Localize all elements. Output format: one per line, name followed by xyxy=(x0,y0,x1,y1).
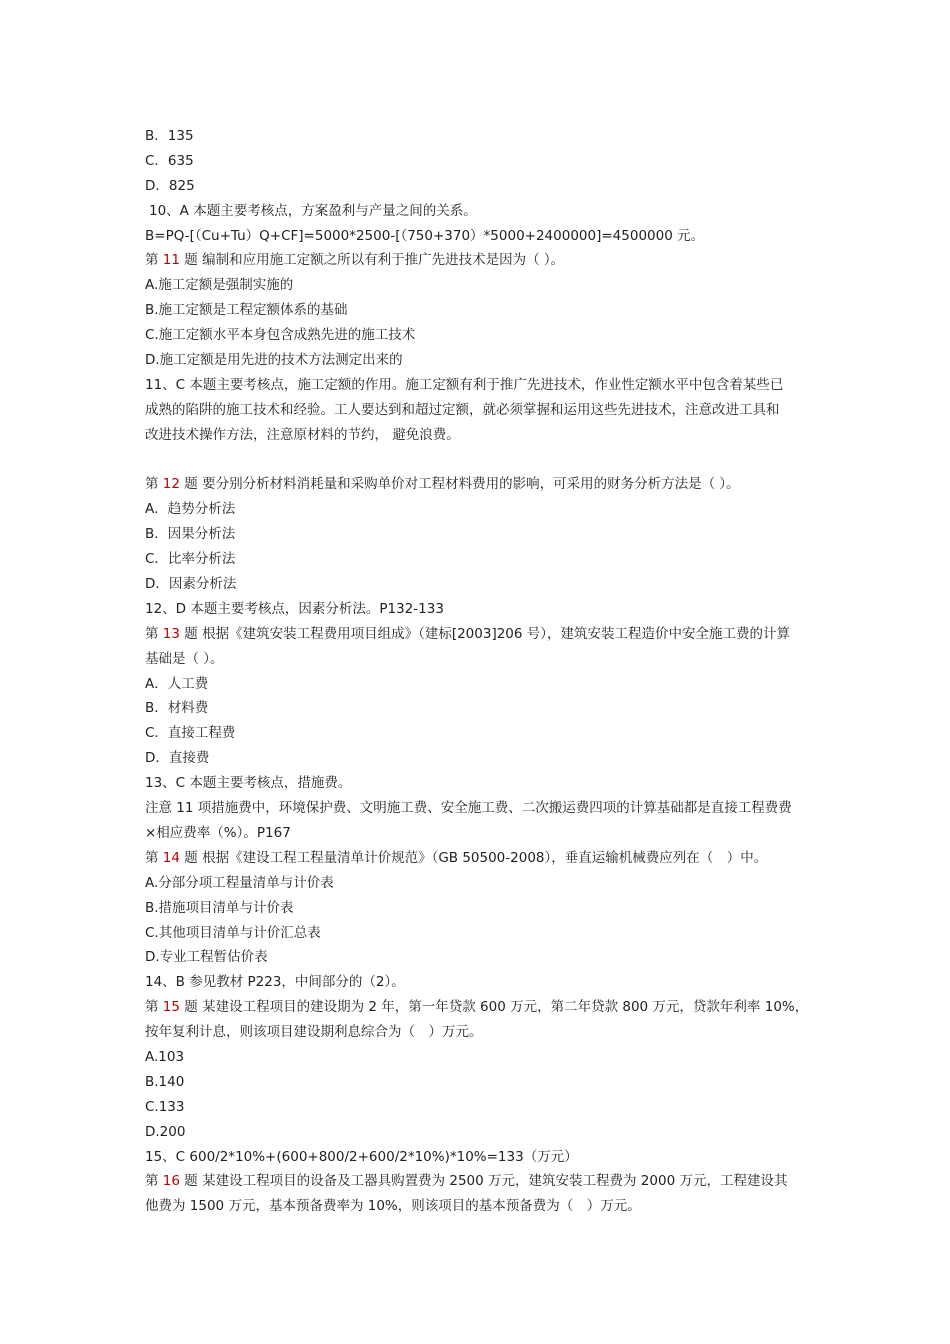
q15-option-c: C.133 xyxy=(145,1098,185,1115)
q11-option-b: B.施工定额是工程定额体系的基础 xyxy=(145,302,348,319)
question-number: 11 xyxy=(162,252,180,269)
question-11 xyxy=(145,248,815,273)
q11-option-a: A.施工定额是强制实施的 xyxy=(145,277,294,294)
question-15 xyxy=(145,995,815,1020)
option-b: B．135 xyxy=(145,128,194,144)
q11-answer-line-2: 成熟的陷阱的施工技术和经验。工人要达到和超过定额，就必须掌握和运用这些先进技术，注意改进工具和 xyxy=(145,401,780,418)
question-text: 题 根据《建设工程工程量清单计价规范》（GB 50500-2008），垂直运输机械费应列在（ ）中。 xyxy=(179,849,768,866)
question-text: 题 某建设工程项目的建设期为 2 年，第一年贷款 600 万元，第二年贷款 800 万元，贷款年利率 10%， xyxy=(179,999,809,1016)
q11-option-d: D.施工定额是用先进的技术方法测定出来的 xyxy=(145,352,403,369)
q12-option-a: A．趋势分析法 xyxy=(145,501,236,518)
q15-option-d: D.200 xyxy=(145,1123,186,1140)
q15-option-a: A.103 xyxy=(145,1048,185,1065)
q13-option-b: B．材料费 xyxy=(145,700,209,717)
q11-answer-line-3: 改进技术操作方法，注意原材料的节约， 避免浪费。 xyxy=(145,426,460,443)
question-text: 题 根据《建筑安装工程费用项目组成》（建标[2003]206 号），建筑安装工程造价中安全施工费的计算 xyxy=(179,625,791,642)
question-16-cont: 他费为 1500 万元，基本预备费率为 10%，则该项目的基本预备费为（ ）万元。 xyxy=(145,1198,641,1215)
q13-option-d: D．直接费 xyxy=(145,750,210,767)
question-prefix: 第 xyxy=(145,625,163,642)
question-13 xyxy=(145,622,815,647)
question-13-cont: 基础是（ ）。 xyxy=(145,650,224,667)
q13-answer-line-2: 注意 11 项措施费中，环境保护费、文明施工费、安全施工费、二次搬运费四项的计算基础都是直接工程费费 xyxy=(145,800,792,817)
q12-option-d: D．因素分析法 xyxy=(145,576,237,593)
question-prefix: 第 xyxy=(145,476,163,493)
question-text: 题 编制和应用施工定额之所以有利于推广先进技术是因为（ ）。 xyxy=(179,252,565,269)
answer-10: 10、A 本题主要考核点，方案盈利与产量之间的关系。 xyxy=(149,202,477,219)
question-15-cont: 按年复利计息，则该项目建设期利息综合为（ ）万元。 xyxy=(145,1024,483,1041)
q15-option-b: B.140 xyxy=(145,1073,185,1090)
question-number: 14 xyxy=(162,849,180,866)
blank-line xyxy=(145,448,815,473)
q12-option-c: C．比率分析法 xyxy=(145,551,236,568)
q12-option-b: B．因果分析法 xyxy=(145,526,236,543)
question-16 xyxy=(145,1169,815,1194)
q14-option-d: D.专业工程暂估价表 xyxy=(145,949,268,966)
document-page xyxy=(145,124,815,1219)
question-text: 题 要分别分析材料消耗量和采购单价对工程材料费用的影响，可采用的财务分析方法是（ ）。 xyxy=(179,476,740,493)
q13-option-c: C．直接工程费 xyxy=(145,725,236,742)
question-prefix: 第 xyxy=(145,252,163,269)
question-text: 题 某建设工程项目的设备及工器具购置费为 2500 万元，建筑安装工程费为 2000 万元，工程建设其 xyxy=(179,1173,788,1190)
question-number: 12 xyxy=(162,476,180,493)
q11-option-c: C.施工定额水平本身包含成熟先进的施工技术 xyxy=(145,327,416,344)
question-14 xyxy=(145,846,815,871)
question-number: 15 xyxy=(162,999,180,1016)
question-prefix: 第 xyxy=(145,849,163,866)
question-number: 13 xyxy=(162,625,180,642)
q14-option-a: A.分部分项工程量清单与计价表 xyxy=(145,874,334,891)
q11-answer-line-1: 11、C 本题主要考核点，施工定额的作用。施工定额有利于推广先进技术，作业性定额水平中包含着某些已 xyxy=(145,376,784,393)
question-12 xyxy=(145,472,815,497)
question-number: 16 xyxy=(162,1173,180,1190)
q13-option-a: A．人工费 xyxy=(145,675,209,692)
q14-answer: 14、B 参见教材 P223，中间部分的（2）。 xyxy=(145,974,405,991)
q13-answer-line-1: 13、C 本题主要考核点，措施费。 xyxy=(145,775,352,792)
q13-answer-line-3: ×相应费率（%）。P167 xyxy=(145,824,291,841)
question-prefix: 第 xyxy=(145,1173,163,1190)
answer-10-formula: B=PQ-[（Cu+Tu）Q+CF]=5000*2500-[（750+370）*5000+2400000]=4500000 元。 xyxy=(145,227,705,244)
q12-answer: 12、D 本题主要考核点，因素分析法。P132-133 xyxy=(145,600,444,617)
option-d: D．825 xyxy=(145,177,195,194)
option-c: C．635 xyxy=(145,152,194,169)
question-prefix: 第 xyxy=(145,999,163,1016)
q14-option-c: C.其他项目清单与计价汇总表 xyxy=(145,924,321,941)
q15-answer: 15、C 600/2*10%+(600+800/2+600/2*10%)*10%=133（万元） xyxy=(145,1148,578,1165)
q14-option-b: B.措施项目清单与计价表 xyxy=(145,899,294,916)
